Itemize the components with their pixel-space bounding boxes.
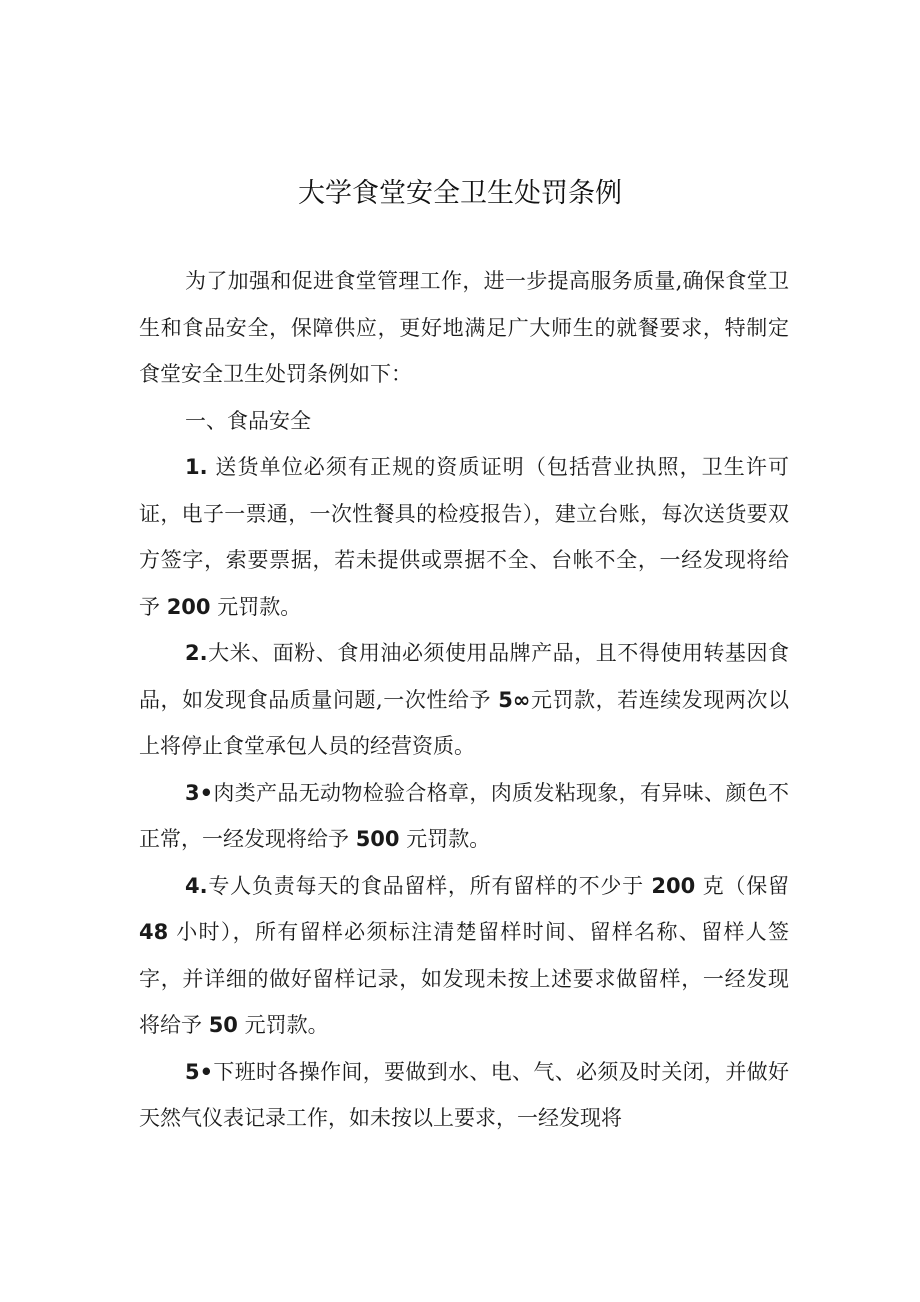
rule-separator: • (199, 1059, 214, 1084)
rule-item-1 (139, 444, 789, 630)
document-title: 大学食堂安全卫生处罚条例 (298, 178, 622, 209)
sample-weight: 200 (651, 873, 696, 898)
rule-text: 肉类产品无动物检验合格章，肉质发粘现象，有异味、颜色不正常，一经发现将给予 (139, 780, 789, 851)
rule-separator: • (199, 780, 214, 805)
rule-text-tail: 元罚款，若连续发现两次以上将停止食堂承包人员的经营资质。 (139, 687, 789, 758)
document-body (139, 258, 789, 1142)
rule-text: 送货单位必须有正规的资质证明（包括营业执照，卫生许可证，电子一票通，一次性餐具的检疫报告），建立台账，每次送货要双方签字，索要票据，若未提供或票据不全、台帐不全，一经发现将给予 (139, 455, 789, 619)
rule-text-tail: 元罚款。 (406, 827, 491, 851)
rule-number: 4 (185, 873, 200, 898)
rule-number: 2 (185, 641, 200, 665)
section-heading-food-safety: 一、食品安全 (185, 408, 311, 433)
rule-text-mid: 克（保留 (702, 873, 789, 898)
intro-paragraph: 为了加强和促进食堂管理工作，进一步提高服务质量,确保食堂卫生和食品安全，保障供应，更好地满足广大师生的就餐要求，特制定食堂安全卫生处罚条例如下： (139, 269, 789, 386)
rule-item-5 (139, 1049, 789, 1142)
rule-item-2 (139, 630, 789, 770)
rule-separator: . (199, 873, 208, 898)
rule-text-tail: 元罚款。 (217, 594, 302, 619)
rule-text-tail: 元罚款。 (244, 1013, 329, 1037)
rule-text: 下班时各操作间，要做到水、电、气、必须及时关闭，并做好天然气仪表记录工作，如未按以上要求，一经发现将 (139, 1059, 789, 1130)
rule-separator: . (199, 641, 208, 665)
rule-text: 大米、面粉、食用油必须使用品牌产品，且不得使用转基因食品，如发现食品质量问题,一次性给予 (139, 641, 789, 712)
rule-text: 专人负责每天的食品留样，所有留样的不少于 (207, 873, 644, 898)
rule-number: 1 (185, 455, 200, 479)
rule-text-mid2: 小时），所有留样必须标注清楚留样时间、留样名称、留样人签字，并详细的做好留样记录，如发现未按上述要求做留样，一经发现将给予 (139, 920, 789, 1037)
rule-item-4 (139, 863, 789, 1049)
fine-amount: 50 (208, 1013, 238, 1037)
fine-amount: 200 (166, 594, 211, 619)
rule-separator: . (199, 455, 208, 479)
rule-number: 5 (185, 1059, 200, 1084)
fine-amount: 5∞ (498, 687, 531, 712)
retention-hours: 48 (139, 920, 169, 944)
fine-amount: 500 (355, 827, 400, 851)
rule-item-3 (139, 770, 789, 863)
rule-number: 3 (185, 780, 200, 805)
